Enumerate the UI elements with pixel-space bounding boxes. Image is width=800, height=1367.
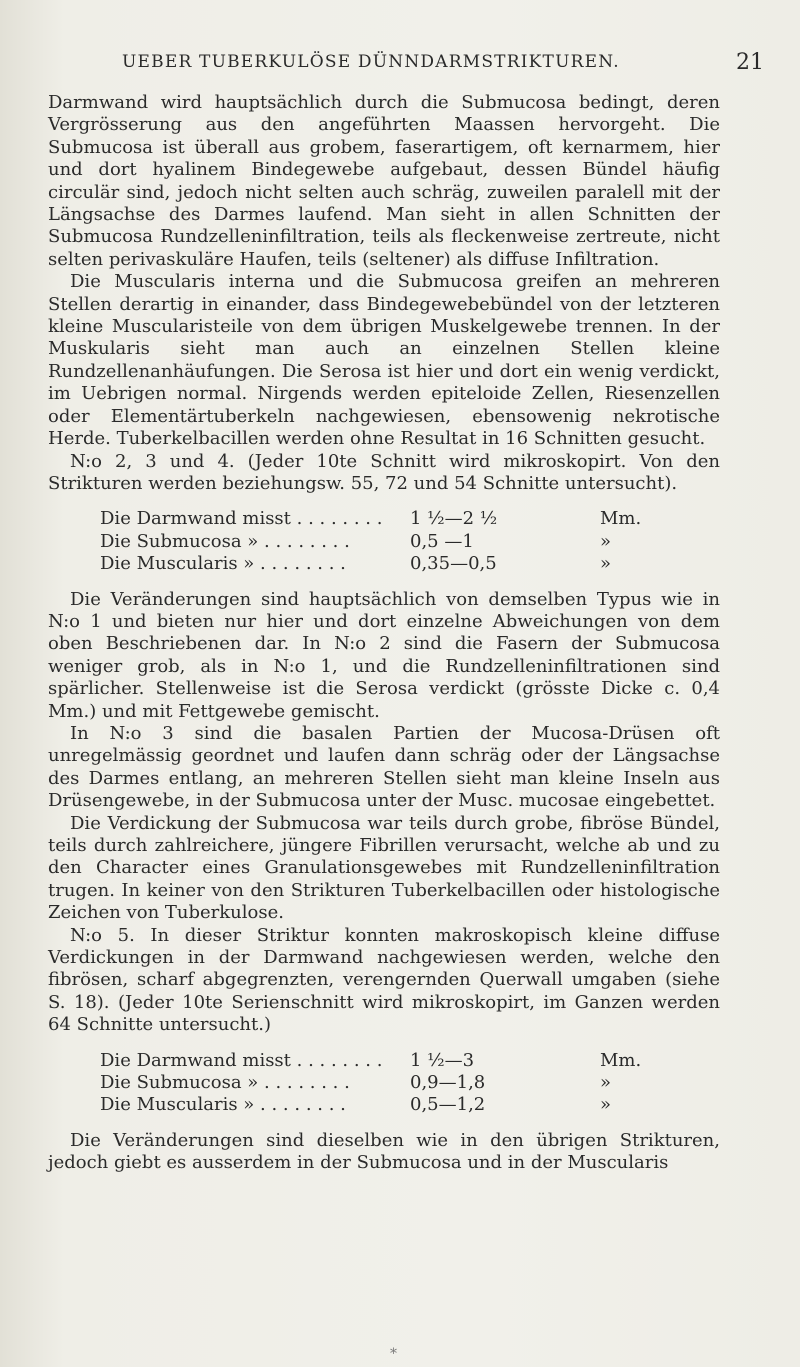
measure-label: Die Darmwand misst . . . . . . . . [100, 1049, 383, 1071]
paragraph: In N:o 3 sind die basalen Partien der Mucosa-Drüsen oft unregelmässig geordnet und laufen dann schräg oder der Längsachse des Darmes entlang, an mehreren Stellen sieht man kleine Inseln aus Drüsengewebe, in der Submucosa unter der Musc. mucosae eingebettet. [48, 722, 720, 812]
paragraph: Die Veränderungen sind hauptsächlich von demselben Typus wie in N:o 1 und bieten nur hier und dort einzelne Abweichungen von dem oben Beschriebenen dar. In N:o 2 sind die Fasern der Submucosa weniger grob, als in N:o 1, und die Rundzelleninfiltrationen sind spärlicher. Stellenweise ist die Serosa verdickt (grösste Dicke c. 0,4 Mm.) und mit Fettgewebe gemischt. [48, 588, 720, 722]
paragraph: N:o 2, 3 und 4. (Jeder 10te Schnitt wird mikroskopirt. Von den Strikturen werden beziehungsw. 55, 72 und 54 Schnitte untersucht). [48, 450, 720, 494]
measure-label: Die Submucosa » . . . . . . . . [100, 530, 350, 552]
measure-value: 0,5 —1 [410, 530, 474, 552]
table-row [100, 531, 641, 553]
measure-value: 1 ½—3 [410, 1049, 475, 1071]
body-text [48, 92, 720, 1175]
table-row [100, 1094, 641, 1116]
table-row [100, 508, 641, 530]
running-title: UEBER TUBERKULÖSE DÜNNDARMSTRIKTUREN. [122, 52, 620, 72]
measure-label: Die Muscularis » . . . . . . . . [100, 553, 346, 575]
measure-unit: » [600, 553, 612, 575]
measure-value: 0,5—1,2 [410, 1094, 486, 1116]
measure-unit: » [600, 1072, 612, 1094]
page-header [0, 52, 800, 82]
measure-unit: Mm. [600, 508, 642, 530]
measurement-table-2 [100, 1050, 641, 1117]
measure-unit: » [600, 1094, 612, 1116]
paragraph: N:o 5. In dieser Striktur konnten makroskopisch kleine diffuse Verdickungen in der Darmwand nachgewiesen werden, welche den fibrösen, scharf abgegrenzten, verengernden Querwall umgaben (siehe S. 18). (Jeder 10te Serienschnitt wird mikroskopirt, im Ganzen werden 64 Schnitte untersucht.) [48, 924, 720, 1036]
measure-value: 0,35—0,5 [410, 553, 497, 575]
paragraph: Darmwand wird hauptsächlich durch die Submucosa bedingt, deren Vergrösserung aus den angeführten Maassen hervorgeht. Die Submucosa ist überall aus grobem, faserartigem, oft kernarmem, hier und dort hyalinem Bindegewebe aufgebaut, dessen Bündel häufig circulär sind, jedoch nicht selten auch schräg, zuweilen paralell mit der Längsachse des Darmes laufend. Man sieht in allen Schnitten der Submucosa Rundzelleninfiltration, teils als fleckenweise zertreute, nicht selten perivaskuläre Haufen, teils (seltener) als diffuse Infiltration. [48, 92, 720, 270]
measure-value: 0,9—1,8 [410, 1072, 486, 1094]
printer-mark: * [390, 1346, 397, 1362]
page-number: 21 [736, 50, 764, 75]
measure-value: 1 ½—2 ½ [410, 508, 498, 530]
measure-label: Die Darmwand misst . . . . . . . . [100, 508, 383, 530]
measurement-table-1 [100, 508, 641, 575]
measure-unit: » [600, 530, 612, 552]
measure-label: Die Submucosa » . . . . . . . . [100, 1072, 350, 1094]
measure-label: Die Muscularis » . . . . . . . . [100, 1094, 346, 1116]
table-row [100, 1072, 641, 1094]
table-row [100, 553, 641, 575]
paragraph: Die Verdickung der Submucosa war teils durch grobe, fibröse Bündel, teils durch zahlreichere, jüngere Fibrillen verursacht, welche ab und zu den Character eines Granulationsgewebes mit Rundzelleninfiltration trugen. In keiner von den Strikturen Tuberkelbacillen oder histologische Zeichen von Tuberkulose. [48, 812, 720, 924]
table-row [100, 1050, 641, 1072]
measure-unit: Mm. [600, 1049, 642, 1071]
paragraph: Die Muscularis interna und die Submucosa greifen an mehreren Stellen derartig in einander, dass Bindegewebebündel von der letzteren kleine Muscularisteile von dem übrigen Muskelgewebe trennen. In der Muskularis sieht man auch an einzelnen Stellen kleine Rundzellenanhäufungen. Die Serosa ist hier und dort ein wenig verdickt, im Uebrigen normal. Nirgends werden epiteloide Zellen, Riesenzellen oder Elementärtuberkeln nachgewiesen, ebensowenig nekrotische Herde. Tuberkelbacillen werden ohne Resultat in 16 Schnitten gesucht. [48, 271, 720, 450]
paragraph: Die Veränderungen sind dieselben wie in den übrigen Strikturen, jedoch giebt es ausserdem in der Submucosa und in der Muscularis [48, 1129, 720, 1174]
